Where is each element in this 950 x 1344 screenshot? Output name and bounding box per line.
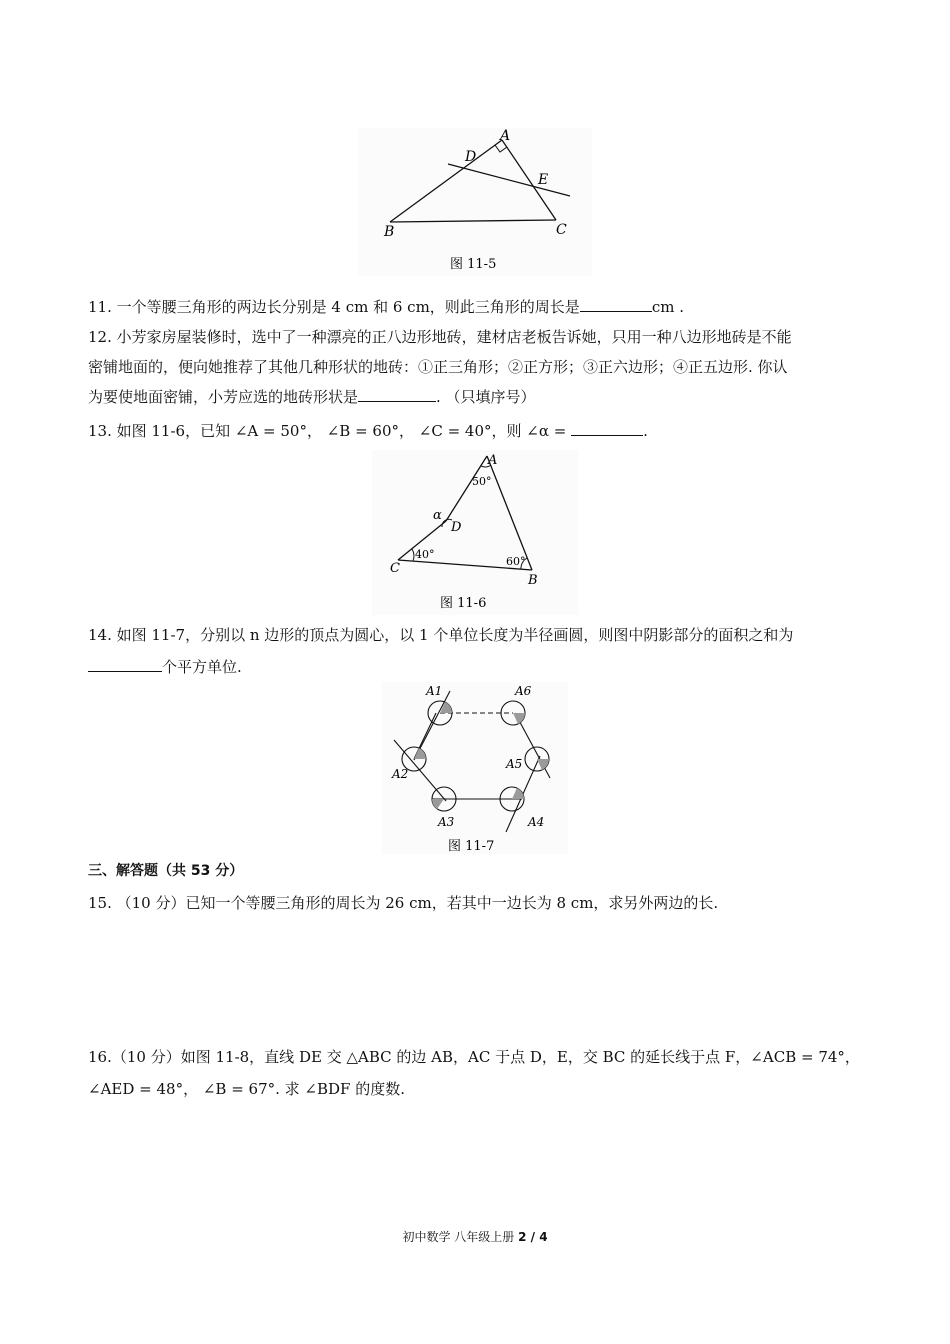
question-12-text: 为要使地面密铺，小芳应选的地砖形状是 bbox=[88, 388, 359, 406]
label-C: C bbox=[556, 222, 567, 238]
question-11-unit: cm . bbox=[651, 298, 684, 316]
figure-11-5-diagram bbox=[358, 128, 592, 276]
question-16-line-1: 16.（10 分）如图 11-8，直线 DE 交 △ABC 的边 AB，AC 于点 D，E，交 BC 的延长线于点 F，∠ACB = 74°， bbox=[88, 1048, 860, 1066]
answer-blank[interactable] bbox=[580, 297, 652, 312]
question-14-line-2 bbox=[88, 656, 242, 678]
question-13-end: . bbox=[643, 422, 648, 440]
figure-11-6-diagram bbox=[372, 450, 578, 615]
section-3-heading: 三、解答题（共 53 分） bbox=[88, 863, 244, 879]
page-number: 2 / 4 bbox=[518, 1230, 548, 1244]
answer-blank[interactable] bbox=[88, 657, 162, 672]
answer-blank[interactable] bbox=[571, 421, 643, 436]
label-A3: A3 bbox=[438, 815, 455, 829]
figure-11-7-diagram bbox=[382, 682, 568, 854]
question-14-line-1: 14. 如图 11-7，分别以 n 边形的顶点为圆心，以 1 个单位长度为半径画圆，则图中阴影部分的面积之和为 bbox=[88, 626, 794, 644]
label-A6: A6 bbox=[515, 684, 532, 698]
question-12-hint: . （只填序号） bbox=[436, 388, 536, 406]
answer-blank[interactable] bbox=[358, 387, 436, 402]
question-13 bbox=[88, 420, 648, 442]
question-16-line-2: ∠AED = 48°， ∠B = 67°. 求 ∠BDF 的度数. bbox=[88, 1080, 405, 1098]
figure-11-7 bbox=[382, 682, 568, 854]
label-alpha: α bbox=[433, 508, 442, 523]
question-14-text: 个平方单位. bbox=[162, 658, 242, 676]
question-15: 15. （10 分）已知一个等腰三角形的周长为 26 cm，若其中一边长为 8 cm，求另外两边的长. bbox=[88, 894, 719, 912]
question-11-text: 11. 一个等腰三角形的两边长分别是 4 cm 和 6 cm，则此三角形的周长是 bbox=[88, 298, 580, 316]
figure-caption: 图 11-6 bbox=[440, 596, 487, 611]
label-A: A bbox=[500, 128, 511, 144]
question-12-line-2: 密铺地面的，便向她推荐了其他几种形状的地砖：①正三角形；②正方形；③正六边形；④正五边形. 你认 bbox=[88, 358, 788, 376]
question-12-line-3 bbox=[88, 386, 536, 408]
label-A: A bbox=[488, 453, 498, 468]
question-12-line-1: 12. 小芳家房屋装修时，选中了一种漂亮的正八边形地砖，建材店老板告诉她，只用一种八边形地砖是不能 bbox=[88, 328, 792, 346]
label-B: B bbox=[528, 573, 538, 588]
figure-caption: 图 11-7 bbox=[448, 839, 495, 854]
question-11 bbox=[88, 296, 684, 318]
label-E: E bbox=[538, 172, 549, 188]
label-A2: A2 bbox=[392, 767, 409, 781]
label-A5: A5 bbox=[506, 757, 523, 771]
label-C: C bbox=[390, 561, 400, 576]
label-A1: A1 bbox=[426, 684, 443, 698]
figure-11-5 bbox=[358, 128, 592, 276]
figure-caption: 图 11-5 bbox=[450, 257, 497, 272]
question-13-text: 13. 如图 11-6，已知 ∠A = 50°， ∠B = 60°， ∠C = 40°，则 ∠α = bbox=[88, 422, 567, 440]
label-D: D bbox=[451, 520, 462, 535]
angle-C-value: 40° bbox=[415, 548, 435, 561]
page-footer bbox=[0, 1228, 950, 1245]
footer-subject: 初中数学 八年级上册 bbox=[402, 1230, 515, 1244]
label-A4: A4 bbox=[528, 815, 545, 829]
label-B: B bbox=[384, 224, 395, 240]
angle-A-value: 50° bbox=[472, 475, 492, 488]
angle-B-value: 60° bbox=[506, 555, 526, 568]
figure-11-6 bbox=[372, 450, 578, 615]
label-D: D bbox=[465, 149, 477, 165]
